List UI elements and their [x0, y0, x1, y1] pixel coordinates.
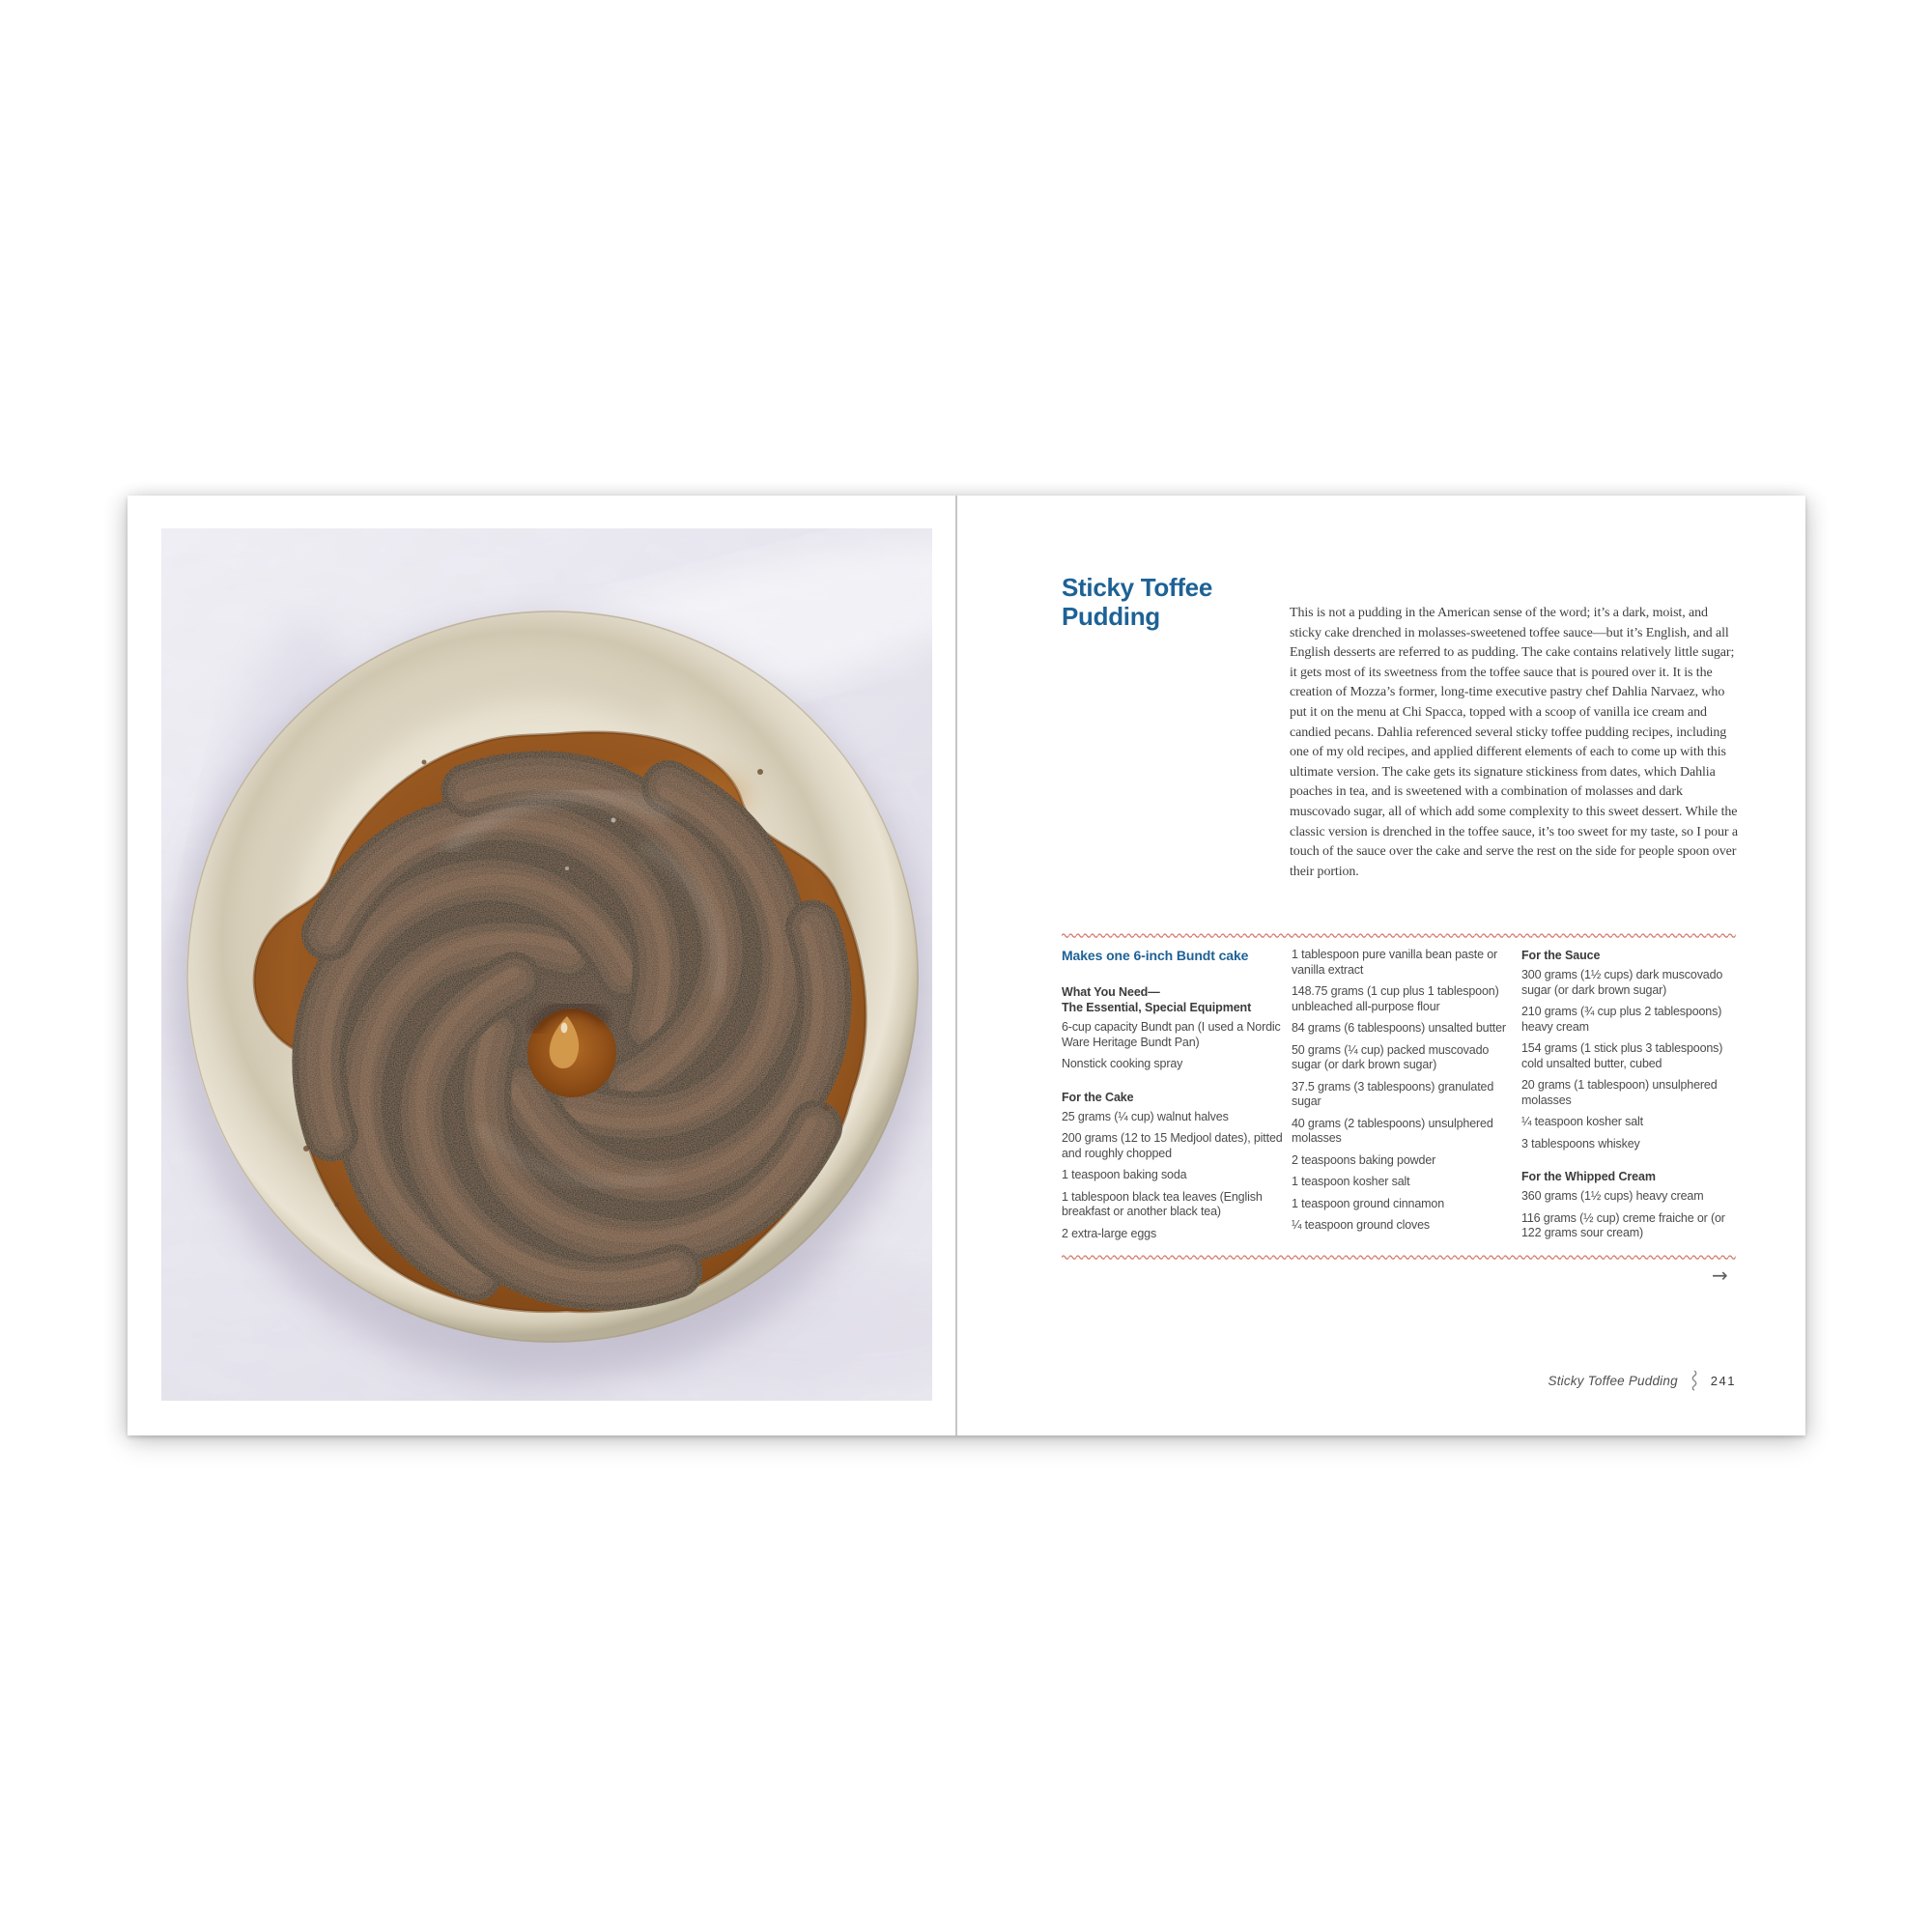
ingredient-item: ¼ teaspoon ground cloves	[1292, 1218, 1431, 1232]
ingredient-section-heading: For the Cake	[1062, 1090, 1134, 1104]
ingredient-item: 50 grams (¼ cup) packed muscovado sugar (or dark brown sugar)	[1292, 1042, 1490, 1071]
left-page	[128, 496, 956, 1435]
ingredient-item: 154 grams (1 stick plus 3 tablespoons) cold unsalted butter, cubed	[1521, 1041, 1723, 1070]
ingredient-item: 210 grams (¾ cup plus 2 tablespoons) heavy cream	[1521, 1005, 1722, 1034]
book-spread	[128, 496, 1805, 1435]
ingredient-section-heading: For the Sauce	[1521, 949, 1601, 962]
ingredient-item: Nonstick cooking spray	[1062, 1057, 1183, 1070]
ingredient-item: 116 grams (½ cup) creme fraiche or (or 122 grams sour cream)	[1521, 1210, 1725, 1239]
ingredient-item: 1 tablespoon pure vanilla bean paste or vanilla extract	[1292, 948, 1498, 977]
recipe-title-line1: Sticky Toffee	[1062, 573, 1212, 602]
ingredients-column-1	[1062, 948, 1286, 1248]
ingredient-item: 200 grams (12 to 15 Medjool dates), pitted and roughly chopped	[1062, 1131, 1283, 1160]
ingredient-item: 1 teaspoon kosher salt	[1292, 1175, 1410, 1188]
ingredient-section	[1521, 1169, 1738, 1241]
ingredient-item: 1 tablespoon black tea leaves (English breakfast or another black tea)	[1062, 1189, 1263, 1218]
recipe-title	[1062, 573, 1284, 631]
ingredient-item: ¼ teaspoon kosher salt	[1521, 1115, 1643, 1128]
continuation-arrow-icon: →	[1712, 1264, 1728, 1287]
ingredient-item: 2 teaspoons baking powder	[1292, 1152, 1436, 1167]
ingredient-section-heading: What You Need— The Essential, Special Equipment	[1062, 985, 1252, 1014]
ingredient-item: 300 grams (1½ cups) dark muscovado sugar (or dark brown sugar)	[1521, 968, 1723, 997]
recipe-photo	[161, 528, 932, 1401]
ingredient-item: 20 grams (1 tablespoon) unsulphered molasses	[1521, 1078, 1718, 1107]
page-number: 241	[1710, 1373, 1736, 1388]
ingredient-item: 360 grams (1½ cups) heavy cream	[1521, 1189, 1704, 1203]
ingredient-item: 6-cup capacity Bundt pan (I used a Nordic Ware Heritage Bundt Pan)	[1062, 1020, 1281, 1049]
ingredient-section	[1062, 1090, 1286, 1242]
wavy-rule-top	[1062, 926, 1736, 934]
ingredient-section-heading: For the Whipped Cream	[1521, 1170, 1656, 1183]
squiggle-divider-icon	[1690, 1370, 1699, 1391]
ingredients-column-3	[1521, 948, 1738, 1248]
ingredient-section	[1292, 948, 1516, 1234]
ingredients-column-2	[1292, 948, 1516, 1240]
ingredient-item: 1 teaspoon baking soda	[1062, 1168, 1187, 1181]
ingredient-item: 2 extra-large eggs	[1062, 1226, 1157, 1240]
bundt-cake-photo-art	[161, 528, 932, 1401]
ingredient-item: 1 teaspoon ground cinnamon	[1292, 1196, 1445, 1210]
ingredient-item: 3 tablespoons whiskey	[1521, 1136, 1640, 1151]
wavy-rule-bottom	[1062, 1248, 1736, 1256]
footer-recipe-name: Sticky Toffee Pudding	[1548, 1373, 1678, 1388]
ingredient-item: 25 grams (¼ cup) walnut halves	[1062, 1109, 1229, 1123]
ingredient-item: 148.75 grams (1 cup plus 1 tablespoon) unbleached all-purpose flour	[1292, 984, 1499, 1013]
running-footer	[1548, 1370, 1737, 1391]
ingredient-item: 40 grams (2 tablespoons) unsulphered molasses	[1292, 1116, 1493, 1145]
right-page	[956, 496, 1805, 1435]
center-caramel-well	[527, 1007, 616, 1097]
intro-paragraph: This is not a pudding in the American sense of the word; it’s a dark, moist, and sticky cake drenched in molasses-sweetened toffee sauce—but it’s English, and all English desserts are referred to as pudding. The cake contains relatively little sugar; it gets most of its sweetness from the toffee sauce that is poured over it. It is the creation of Mozza’s former, long-time executive pastry chef Dahlia Narvaez, who put it on the menu at Chi Spacca, topped with a scoop of vanilla ice cream and candied pecans. Dahlia referenced several sticky toffee pudding recipes, including one of my old recipes, and applied different elements of each to come up with this ultimate version. The cake gets its signature stickiness from dates, which Dahlia poaches in tea, and is sweetened with a combination of molasses and dark muscovado sugar, all of which add some complexity to this sweet dessert. While the classic version is drenched in the toffee sauce, it’s too sweet for my taste, so I pour a touch of the sauce over the cake and serve the rest on the side for people spoon over their portion.	[1290, 606, 1738, 879]
ingredient-section	[1521, 948, 1738, 1151]
ingredient-section	[1062, 984, 1286, 1072]
ingredient-item: 84 grams (6 tablespoons) unsalted butter	[1292, 1021, 1506, 1035]
yield-note: Makes one 6-inch Bundt cake	[1062, 948, 1249, 963]
recipe-title-line2: Pudding	[1062, 602, 1160, 631]
ingredient-item: 37.5 grams (3 tablespoons) granulated sugar	[1292, 1079, 1494, 1108]
